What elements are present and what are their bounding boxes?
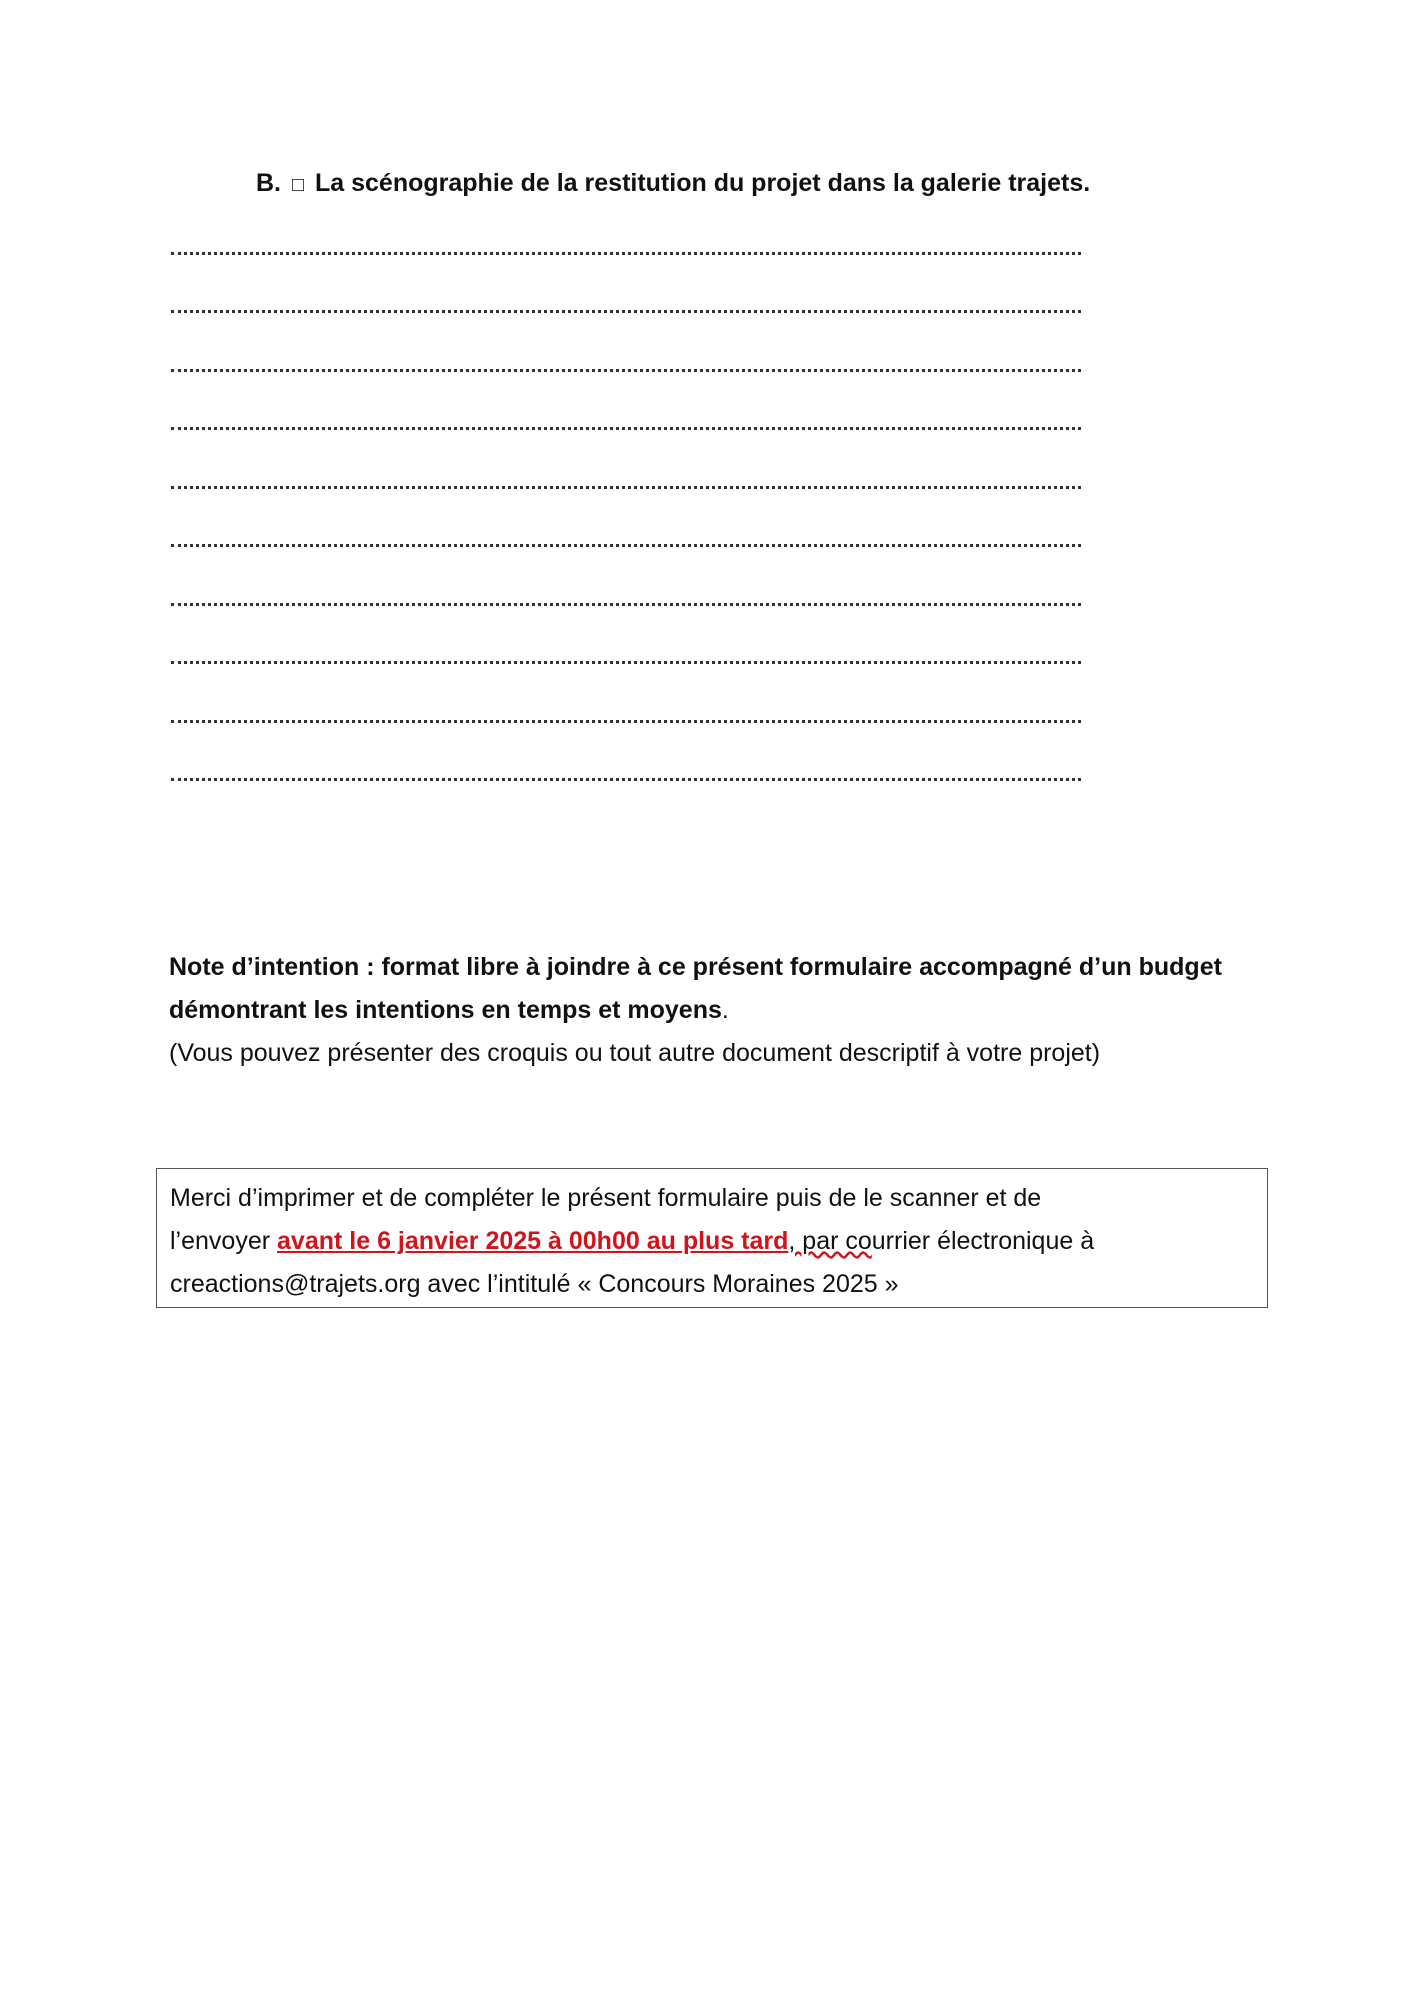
answer-line-6[interactable]: [171, 544, 1081, 547]
answer-line-4[interactable]: [171, 427, 1081, 430]
answer-line-8[interactable]: [171, 661, 1081, 664]
answer-line-10[interactable]: [171, 778, 1081, 781]
answer-line-5[interactable]: [171, 486, 1081, 489]
section-b-heading: [256, 166, 1090, 202]
intention-note-period: .: [721, 996, 729, 1024]
intention-note-bold: Note d’intention : format libre à joindre à ce présent formulaire accompagné d’un budget démontrant les intentions en temps et moyens: [169, 953, 1222, 1024]
section-b-prefix: B.: [256, 169, 281, 197]
submission-notice-box: [156, 1168, 1268, 1308]
deadline-text: avant le 6 janvier 2025 à 00h00 au plus tard: [277, 1227, 789, 1255]
answer-line-9[interactable]: [171, 720, 1081, 723]
submission-notice-text: [170, 1177, 1250, 1306]
answer-line-2[interactable]: [171, 310, 1081, 313]
intention-note-subtext: (Vous pouvez présenter des croquis ou tout autre document descriptif à votre projet): [169, 1039, 1101, 1067]
notice-line-3: creactions@trajets.org avec l’intitulé « Concours Moraines 2025 »: [170, 1270, 899, 1298]
notice-line-2-end: urrier électronique à: [871, 1227, 1095, 1255]
answer-line-3[interactable]: [171, 369, 1081, 372]
answer-line-1[interactable]: [171, 252, 1081, 255]
notice-line-2-start: l’envoyer: [170, 1227, 271, 1255]
checkbox-icon[interactable]: □: [291, 174, 305, 196]
answer-line-7[interactable]: [171, 603, 1081, 606]
intention-note: [169, 946, 1309, 1075]
notice-line-2-mid: , par co: [788, 1227, 872, 1255]
section-b-title: La scénographie de la restitution du projet dans la galerie trajets.: [315, 169, 1091, 197]
notice-line-1: Merci d’imprimer et de compléter le présent formulaire puis de le scanner et de: [170, 1184, 1042, 1212]
